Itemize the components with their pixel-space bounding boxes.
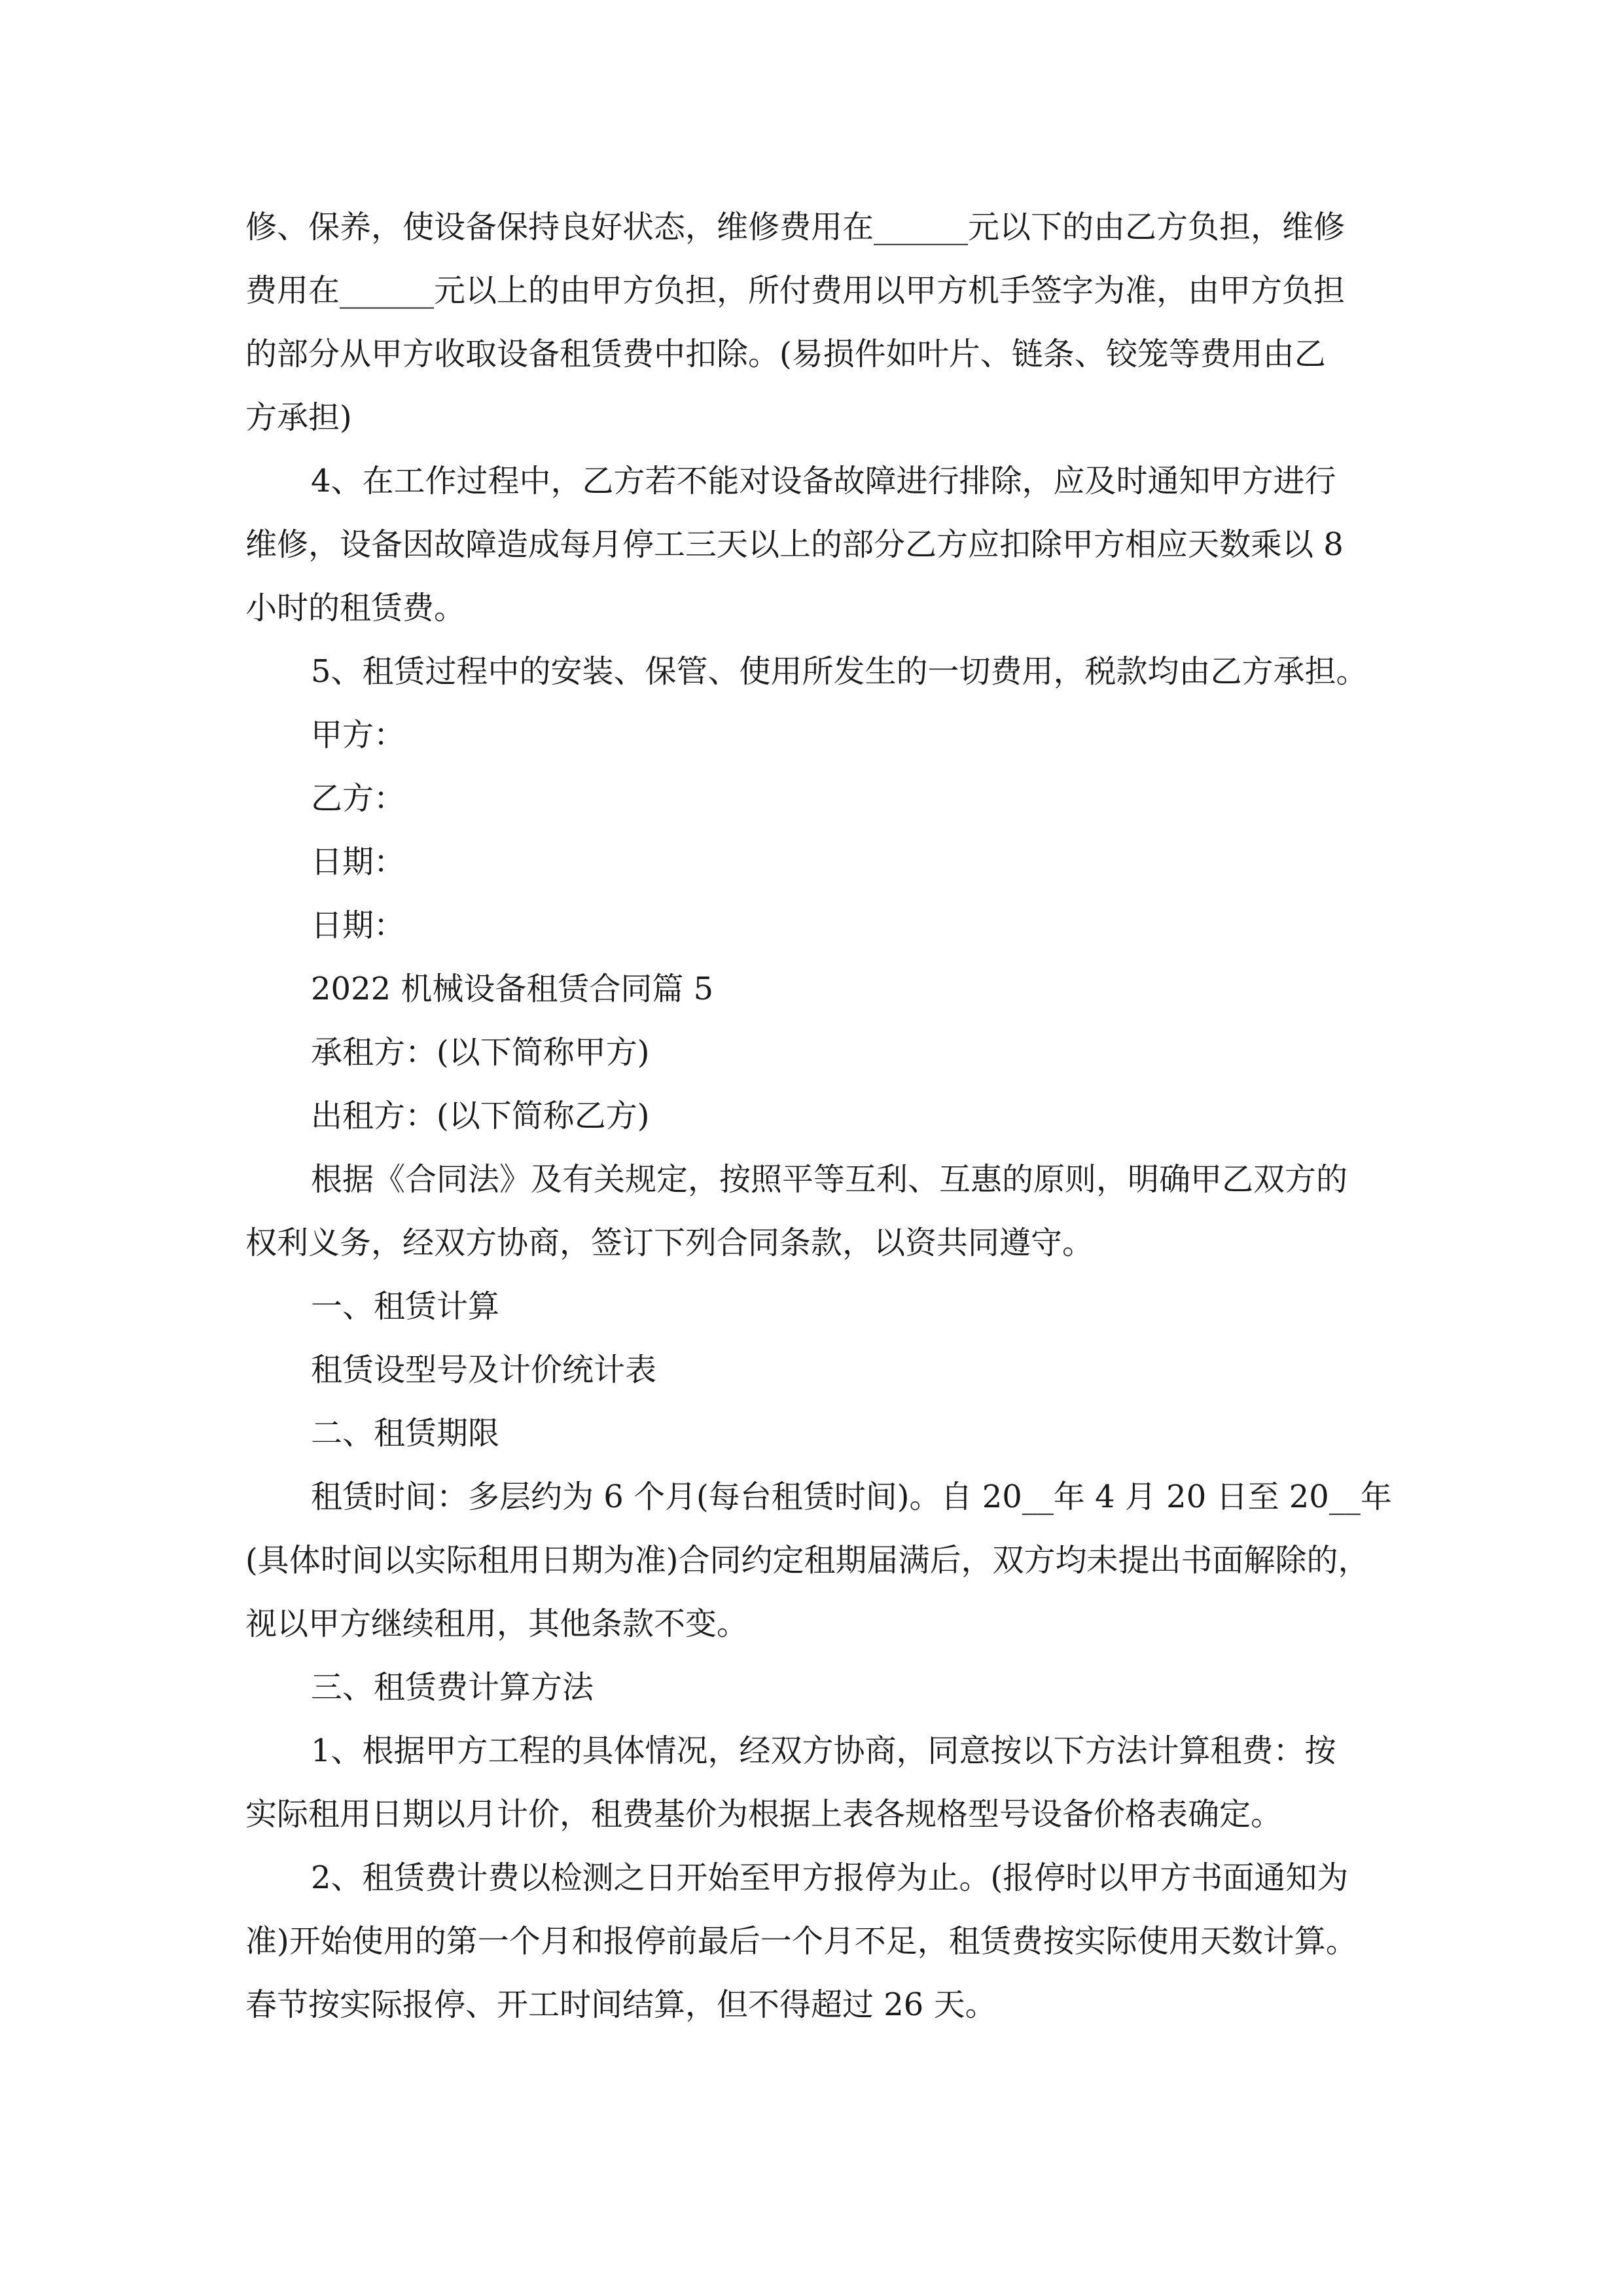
text-line: 费用在______元以上的由甲方负担，所付费用以甲方机手签字为准，由甲方负担 — [245, 272, 1346, 309]
text-line: 准)开始使用的第一个月和报停前最后一个月不足，租赁费按实际使用天数计算。 — [245, 1923, 1357, 1960]
text-line: 甲方： — [311, 717, 406, 753]
paragraph — [245, 894, 1387, 958]
text-line: 乙方： — [311, 780, 406, 817]
text-line: 方承担) — [245, 399, 352, 436]
text-line: 出租方：(以下简称乙方) — [311, 1098, 650, 1134]
paragraph — [245, 1148, 1387, 1275]
text-line: 视以甲方继续租用，其他条款不变。 — [245, 1605, 749, 1642]
text-line: 根据《合同法》及有关规定，按照平等互利、互惠的原则，明确甲乙双方的 — [311, 1161, 1348, 1198]
paragraph — [245, 1846, 1387, 2037]
text-line: 春节按实际报停、开工时间结算，但不得超过 26 天。 — [245, 1986, 997, 2023]
text-line: 2022 机械设备租赁合同篇 5 — [311, 971, 714, 1007]
text-line: 日期： — [311, 907, 406, 944]
text-line: 一、租赁计算 — [311, 1288, 500, 1325]
paragraph — [245, 704, 1387, 767]
text-line: 2、租赁费计费以检测之日开始至甲方报停为止。(报停时以甲方书面通知为 — [311, 1859, 1349, 1896]
paragraph — [245, 1021, 1387, 1085]
text-line: 5、租赁过程中的安装、保管、使用所发生的一切费用，税款均由乙方承担。 — [311, 653, 1368, 690]
paragraph — [245, 831, 1387, 894]
paragraph — [245, 450, 1387, 640]
paragraph — [245, 1656, 1387, 1719]
paragraph — [245, 640, 1387, 704]
text-line: 二、租赁期限 — [311, 1415, 500, 1452]
text-line: 维修，设备因故障造成每月停工三天以上的部分乙方应扣除甲方相应天数乘以 8 — [245, 526, 1344, 563]
text-line: 日期： — [311, 844, 406, 880]
text-line: 租赁时间：多层约为 6 个月(每台租赁时间)。自 20__年 4 月 20 日至 20__年 — [311, 1479, 1392, 1515]
paragraph — [245, 958, 1387, 1021]
text-line: 1、根据甲方工程的具体情况，经双方协商，同意按以下方法计算租费：按 — [311, 1732, 1336, 1769]
document-body — [245, 196, 1392, 2037]
paragraph — [245, 767, 1387, 831]
text-line: 4、在工作过程中，乙方若不能对设备故障进行排除，应及时通知甲方进行 — [311, 463, 1336, 499]
paragraph — [245, 1085, 1387, 1148]
paragraph — [245, 1338, 1387, 1402]
paragraph — [245, 1719, 1387, 1846]
text-line: 承租方：(以下简称甲方) — [311, 1034, 650, 1071]
paragraph — [245, 1275, 1387, 1338]
text-line: 的部分从甲方收取设备租赁费中扣除。(易损件如叶片、链条、铰笼等费用由乙 — [245, 336, 1326, 372]
text-line: 修、保养，使设备保持良好状态，维修费用在______元以下的由乙方负担，维修 — [245, 209, 1346, 245]
text-line: 小时的租赁费。 — [245, 590, 466, 626]
paragraph — [245, 1402, 1387, 1465]
text-line: 权利义务，经双方协商，签订下列合同条款，以资共同遵守。 — [245, 1225, 1094, 1261]
paragraph — [245, 1465, 1392, 1656]
text-line: 三、租赁费计算方法 — [311, 1669, 594, 1706]
text-line: 实际租用日期以月计价，租费基价为根据上表各规格型号设备价格表确定。 — [245, 1796, 1283, 1833]
paragraph — [245, 196, 1387, 450]
text-line: (具体时间以实际租用日期为准)合同约定租期届满后，双方均未提出书面解除的， — [245, 1542, 1370, 1579]
text-line: 租赁设型号及计价统计表 — [311, 1352, 657, 1388]
